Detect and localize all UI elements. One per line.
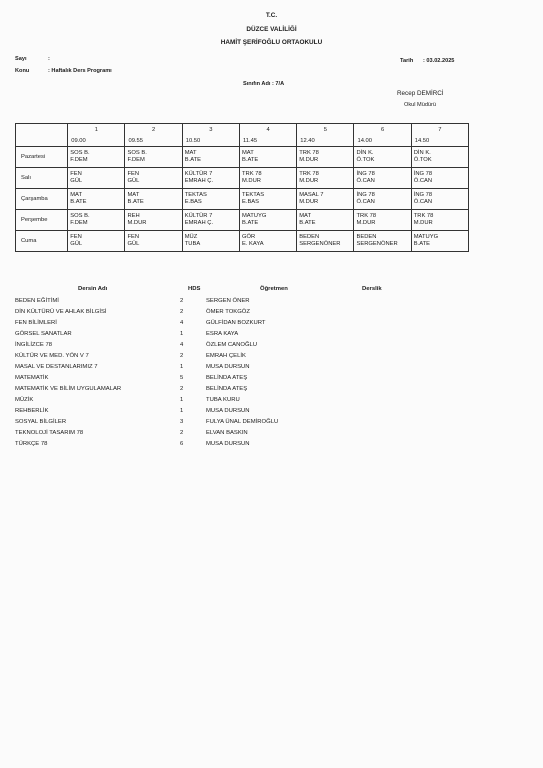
course-hds: 2 xyxy=(180,430,184,436)
header-school: HAMİT ŞERİFOĞLU ORTAOKULU xyxy=(220,39,323,46)
lesson-subject: MAT xyxy=(127,192,140,198)
lesson-subject: SOS B. xyxy=(70,213,90,219)
lesson-teacher: F.DEM xyxy=(70,220,88,226)
lesson-subject: SOS B. xyxy=(70,150,90,156)
course-hds: 4 xyxy=(180,342,184,348)
period-time: 09.00 xyxy=(71,138,86,144)
period-number: 5 xyxy=(323,127,327,133)
lesson-subject: MAT xyxy=(299,213,312,219)
lesson-teacher: Ö.CAN xyxy=(356,199,375,205)
lesson-teacher: SERGENÖNER xyxy=(356,241,398,247)
course-name: MATEMATİK VE BİLİM UYGULAMALAR xyxy=(15,386,122,392)
course-name: FEN BİLİMLERİ xyxy=(15,320,57,326)
course-teacher: ELVAN BASKIN xyxy=(206,430,248,436)
course-teacher: SERGEN ÖNER xyxy=(206,298,250,304)
lesson-teacher: E.BAS xyxy=(241,199,260,205)
course-hds: 2 xyxy=(180,298,184,304)
lesson-subject: MASAL 7 xyxy=(299,192,324,198)
period-number: 4 xyxy=(266,127,270,133)
lesson-teacher: EMRAH Ç. xyxy=(184,178,214,184)
lesson-teacher: B.ATE xyxy=(241,220,259,226)
header-tc: T.C. xyxy=(265,12,278,19)
course-teacher: BELİNDA ATEŞ xyxy=(206,386,248,392)
header-governorship: DÜZCE VALİLİĞİ xyxy=(246,26,297,33)
period-time: 14.50 xyxy=(414,138,430,144)
course-name: SOSYAL BİLGİLER xyxy=(15,419,67,425)
course-hds: 5 xyxy=(180,375,184,381)
course-hds: 1 xyxy=(180,397,184,403)
lesson-teacher: Ö.CAN xyxy=(413,178,433,184)
lesson-teacher: E. KAYA xyxy=(241,241,264,247)
period-time: 12.40 xyxy=(300,138,315,144)
lesson-teacher: B.ATE xyxy=(127,199,144,205)
lesson-subject: BEDEN xyxy=(356,234,377,240)
lesson-teacher: B.ATE xyxy=(241,157,259,163)
lesson-subject: DİN K. xyxy=(356,150,374,156)
course-hds: 2 xyxy=(180,386,184,392)
lesson-subject: FEN xyxy=(70,171,82,177)
lesson-teacher: B.ATE xyxy=(413,241,431,247)
course-teacher: TUBA KURU xyxy=(206,397,240,403)
lesson-subject: İNG 78 xyxy=(413,192,433,198)
lesson-subject: FEN xyxy=(127,171,140,177)
course-name: MATEMATİK xyxy=(15,375,49,381)
course-teacher: GÜLFİDAN BOZKURT xyxy=(206,320,266,326)
course-name: TÜRKÇE 78 xyxy=(15,441,48,447)
lesson-teacher: Ö.TOK xyxy=(413,157,432,163)
course-name: MASAL VE DESTANLARIMIZ 7 xyxy=(15,364,98,370)
day-name: Salı xyxy=(16,168,68,189)
lesson-teacher: EMRAH Ç. xyxy=(184,220,214,226)
course-header-hds: HDS xyxy=(188,286,201,292)
lesson-subject: KÜLTÜR 7 xyxy=(184,213,213,219)
lesson-subject: İNG 78 xyxy=(356,171,375,177)
lesson-teacher: M.DUR xyxy=(299,199,319,205)
day-name: Perşembe xyxy=(16,210,68,231)
course-teacher: ESRA KAYA xyxy=(206,331,239,337)
course-name: DİN KÜLTÜRÜ VE AHLAK BİLGİSİ xyxy=(15,309,107,315)
principal-name: Recep DEMİRCİ xyxy=(397,90,444,97)
lesson-teacher: SERGENÖNER xyxy=(299,241,341,247)
lesson-teacher: B.ATE xyxy=(70,199,87,205)
course-hds: 1 xyxy=(180,331,184,337)
lesson-subject: TEKTAS xyxy=(241,192,265,198)
lesson-subject: FEN xyxy=(70,234,82,240)
lesson-teacher: E.BAS xyxy=(184,199,202,205)
course-name: REHBERLİK xyxy=(15,408,49,414)
course-hds: 1 xyxy=(180,408,184,414)
course-teacher: ÖMER TOKGÖZ xyxy=(206,309,250,315)
course-name: BEDEN EĞİTİMİ xyxy=(15,298,59,304)
course-name: KÜLTÜR VE MED. YÖN V 7 xyxy=(15,353,89,359)
period-time: 09.55 xyxy=(128,138,143,144)
course-name: MÜZİK xyxy=(15,397,34,403)
lesson-subject: MAT xyxy=(184,150,197,156)
course-teacher: MUSA DURSUN xyxy=(206,441,250,447)
sayi-value: : xyxy=(48,56,50,62)
class-name: Sınıfın Adı : 7/A xyxy=(243,81,285,87)
course-hds: 3 xyxy=(180,419,184,425)
course-teacher: FULYA ÜNAL DEMİROĞLU xyxy=(206,419,279,425)
period-number: 3 xyxy=(209,127,213,133)
lesson-subject: DİN K. xyxy=(413,150,431,156)
lesson-teacher: M.DUR xyxy=(299,178,319,184)
lesson-subject: MATUYG xyxy=(241,213,267,219)
course-hds: 4 xyxy=(180,320,184,326)
course-hds: 1 xyxy=(180,364,184,370)
course-teacher: MUSA DURSUN xyxy=(206,364,250,370)
lesson-subject: SOS B. xyxy=(127,150,147,156)
lesson-subject: İNG 78 xyxy=(413,171,433,177)
period-number: 2 xyxy=(151,127,156,133)
course-header-room: Derslik xyxy=(362,286,382,292)
lesson-teacher: Ö.CAN xyxy=(356,178,375,184)
lesson-subject: TRK 78 xyxy=(241,171,262,177)
lesson-teacher: Ö.TOK xyxy=(356,157,375,163)
lesson-subject: FEN xyxy=(127,234,140,240)
konu-value: : Haftalık Ders Programı xyxy=(48,68,112,74)
course-name: TEKNOLOJİ TASARIM 78 xyxy=(15,430,84,436)
lesson-subject: BEDEN xyxy=(299,234,320,240)
lesson-teacher: B.ATE xyxy=(184,157,202,163)
course-header-name: Dersin Adı xyxy=(78,286,108,292)
tarih-label: Tarih xyxy=(400,58,414,64)
course-name: GÖRSEL SANATLAR xyxy=(15,331,72,337)
tarih-value: : 03.02.2025 xyxy=(423,58,455,64)
lesson-subject: İNG 78 xyxy=(356,192,375,198)
lesson-subject: MAT xyxy=(241,150,254,156)
lesson-subject: GÖR xyxy=(241,234,256,240)
lesson-subject: REH xyxy=(127,213,140,219)
lesson-subject: MAT xyxy=(70,192,83,198)
course-hds: 2 xyxy=(180,309,184,315)
principal-title: Okul Müdürü xyxy=(404,102,437,108)
lesson-subject: TRK 78 xyxy=(413,213,434,219)
lesson-subject: TEKTAS xyxy=(184,192,207,198)
lesson-teacher: M.DUR xyxy=(299,157,319,163)
lesson-teacher: M.DUR xyxy=(127,220,147,226)
course-teacher: ÖZLEM CANOĞLU xyxy=(206,342,258,348)
course-name: İNGİLİZCE 78 xyxy=(15,342,52,348)
lesson-teacher: F.DEM xyxy=(70,157,88,163)
course-header-teacher: Öğretmen xyxy=(260,286,288,292)
lesson-subject: TRK 78 xyxy=(356,213,377,219)
period-number: 1 xyxy=(94,127,98,133)
day-name: Cuma xyxy=(16,231,68,252)
lesson-subject: MÜZ xyxy=(184,234,198,240)
course-teacher: BELİNDA ATEŞ xyxy=(206,375,248,381)
lesson-subject: TRK 78 xyxy=(299,171,319,177)
lesson-teacher: GÜL xyxy=(70,241,83,247)
period-number: 6 xyxy=(380,127,385,133)
sayi-label: Sayı xyxy=(15,56,27,62)
day-name: Çarşamba xyxy=(16,189,68,210)
lesson-teacher: M.DUR xyxy=(356,220,376,226)
lesson-teacher: GÜL xyxy=(127,241,140,247)
konu-label: Konu xyxy=(15,68,30,74)
period-time: 14.00 xyxy=(357,138,372,144)
lesson-teacher: F.DEM xyxy=(127,157,145,163)
lesson-teacher: GÜL xyxy=(127,178,140,184)
lesson-teacher: B.ATE xyxy=(299,220,316,226)
period-time: 11.45 xyxy=(242,138,258,144)
lesson-teacher: Ö.CAN xyxy=(413,199,433,205)
lesson-subject: MATUYG xyxy=(413,234,439,240)
lesson-teacher: TUBA xyxy=(184,241,201,247)
course-teacher: MUSA DURSUN xyxy=(206,408,250,414)
course-hds: 2 xyxy=(180,353,184,359)
lesson-subject: KÜLTÜR 7 xyxy=(184,171,213,177)
lesson-teacher: M.DUR xyxy=(241,178,261,184)
lesson-teacher: GÜL xyxy=(70,178,83,184)
period-number: 7 xyxy=(438,127,442,133)
lesson-teacher: M.DUR xyxy=(413,220,433,226)
lesson-subject: TRK 78 xyxy=(299,150,319,156)
period-time: 10.50 xyxy=(185,138,201,144)
day-name: Pazartesi xyxy=(16,147,68,168)
course-hds: 6 xyxy=(180,441,184,447)
course-teacher: EMRAH ÇELİK xyxy=(206,353,246,359)
